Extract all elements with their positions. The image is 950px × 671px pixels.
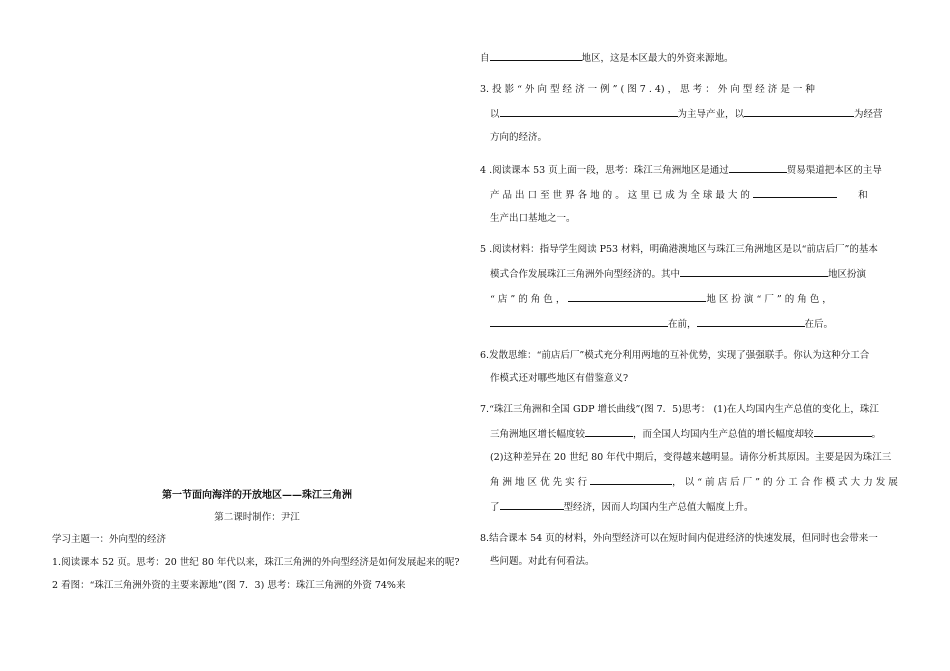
answer-blank[interactable] [729, 162, 787, 173]
question-8: 8.结合课本 54 页的材料，外向型经济可以在短时间内促进经济的快速发展，但同时也会带来一 些问题。对此有何看法。 [480, 533, 878, 567]
question-2: 2 看图：“珠江三角洲外资的主要来源地”(图 7．3) 思考：珠江三角洲的外资 74%来 [52, 580, 406, 591]
theme-heading: 学习主题一：外向型的经济 [52, 534, 167, 545]
answer-blank[interactable] [490, 316, 668, 327]
question-6: 6.发散思维：“前店后厂”模式充分利用两地的互补优势，实现了强强联手。你认为这种分工合 作模式还对哪些地区有借鉴意义? [480, 350, 870, 384]
left-column [52, 486, 462, 602]
answer-blank[interactable] [568, 291, 706, 302]
right-column [480, 50, 898, 586]
answer-blank[interactable] [753, 187, 837, 198]
answer-blank[interactable] [680, 266, 828, 277]
answer-blank[interactable] [500, 106, 678, 117]
lesson-title: 第一节面向海洋的开放地区——珠江三角洲 [162, 490, 352, 501]
answer-blank[interactable] [814, 426, 872, 437]
answer-blank[interactable] [585, 426, 633, 437]
question-7: 7.“珠江三角洲和全国 GDP 增长曲线”(图 7．5)思考： (1)在人均国内生产总值的变化上，珠江 三角洲地区增长幅度较 ，而全国人均国内生产总值的增长幅度却较 。 (2)这种差异在 20 世纪 80 年代中期后，变得越来越明显。请你分析其原因。主要是因为珠江三 角 洲 地 区 优 先 实 行 ， 以 “ 前 店 后 厂 ” 的 分 工 合 作 模 式 大 力 发 展 了 型经济，因而人均国内生产总值大幅度上升。 [480, 404, 898, 513]
answer-blank[interactable] [697, 316, 805, 327]
question-2-continued: 自 地区，这是本区最大的外资来源地。 [480, 50, 898, 66]
question-5: 5 .阅读材料：指导学生阅读 P53 材料，明确港澳地区与珠江三角洲地区是以“前店后厂”的基本 模式合作发展珠江三角洲外向型经济的。其中 地区扮演 “ 店 ” 的 角 色 ， 地 区 扮 演 “ 厂 ” 的 角 色 ， 在前， 在后。 [480, 244, 878, 330]
question-4: 4 .阅读课本 53 页上面一段，思考：珠江三角洲地区是通过 贸易渠道把本区的主导 产 品 出 口 至 世 界 各 地 的 。 这 里 已 成 为 全 球 最 大 的 和 生产出口基地之一。 [480, 162, 898, 226]
answer-blank[interactable] [744, 106, 854, 117]
lesson-subtitle: 第二课时制作：尹江 [214, 512, 300, 523]
answer-blank[interactable] [490, 50, 582, 61]
question-1: 1.阅读课本 52 页。思考：20 世纪 80 年代以来，珠江三角洲的外向型经济是如何发展起来的呢? [52, 557, 460, 568]
answer-blank[interactable] [500, 499, 564, 510]
question-3: 3. 投 影 “ 外 向 型 经 济 一 例 ” ( 图 7 . 4) ， 思 考 ： 外 向 型 经 济 是 一 种 以 为主导产业，以 为经营 方向的经济。 [480, 84, 883, 143]
answer-blank[interactable] [590, 474, 672, 485]
